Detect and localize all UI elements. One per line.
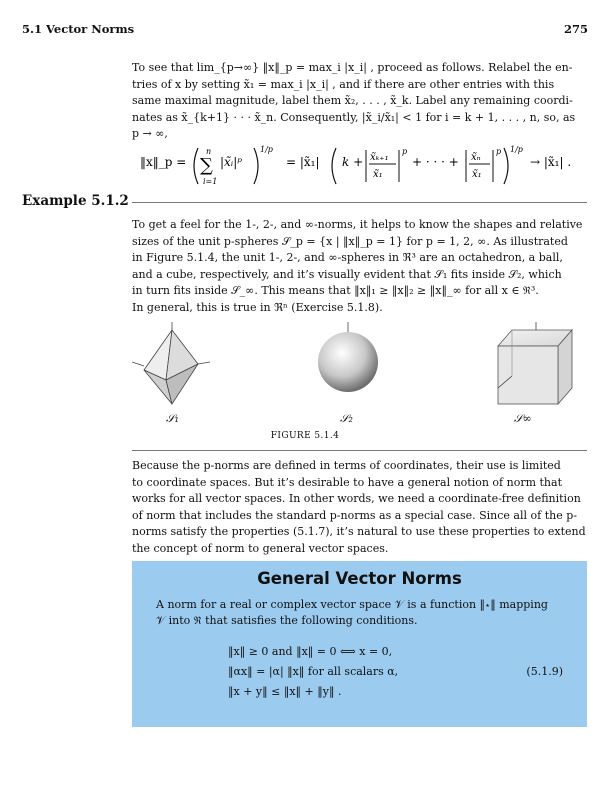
section-title: 5.1 Vector Norms xyxy=(22,22,135,36)
text-line: in Figure 5.1.4, the unit 1-, 2-, and ∞-spheres in ℜ³ are an octahedron, a ball, xyxy=(132,251,563,265)
eq-lhs: ‖x‖_p = xyxy=(140,155,187,169)
svg-text:1/p: 1/p xyxy=(260,145,273,154)
paragraph-general-norm xyxy=(132,458,587,558)
svg-text:p: p xyxy=(496,147,502,156)
svg-text:|x̃ᵢ|ᵖ: |x̃ᵢ|ᵖ xyxy=(220,155,243,169)
cube-shape xyxy=(498,322,572,404)
label-s2: 𝒮₂ xyxy=(340,412,353,425)
label-s1: 𝒮₁ xyxy=(166,412,179,425)
page-header xyxy=(22,22,588,38)
text-line: tries of x by setting x̃₁ = max_i |x_i| , and if there are other entries with this xyxy=(132,77,555,91)
eq-rhs: → |x̃₁| . xyxy=(530,155,572,169)
text-line: same maximal magnitude, label them x̃₂, . . . , x̃_k. Label any remaining coordi- xyxy=(132,94,573,108)
text-line: sizes of the unit p-spheres 𝒮_p = {x | ‖x‖_p = 1} for p = 1, 2, ∞. As illustrated xyxy=(132,234,568,248)
svg-text:+ · · · +: + · · · + xyxy=(412,155,459,169)
text-line: To see that lim_{p→∞} ‖x‖_p = max_i |x_i| , proceed as follows. Relabel the en- xyxy=(132,61,573,74)
text-line: nates as x̃_{k+1} · · · x̃_n. Consequently, |x̃_i/x̃₁| < 1 for i = k + 1, . . . , n, so, as xyxy=(132,110,576,124)
svg-text:p: p xyxy=(402,147,408,156)
text-line: the concept of norm to general vector spaces. xyxy=(132,541,389,555)
equation-graphic xyxy=(140,144,580,192)
box-title: General Vector Norms xyxy=(257,569,462,588)
svg-text:1/p: 1/p xyxy=(510,145,523,154)
paragraph-limit-proof xyxy=(132,60,587,143)
svg-text:x̃ₙ: x̃ₙ xyxy=(471,152,481,163)
text-line: 𝒱 into ℜ that satisfies the following conditions. xyxy=(156,614,418,627)
figure-rule xyxy=(132,450,587,451)
text-line: In general, this is true in ℜⁿ (Exercise 5.1.8). xyxy=(132,300,383,314)
eq-mid: = |x̃₁| xyxy=(286,155,320,169)
paragraph-unit-spheres xyxy=(132,217,587,317)
condition-nonnegative: ‖x‖ ≥ 0 and ‖x‖ = 0 ⟺ x = 0, xyxy=(228,645,393,658)
condition-triangle: ‖x + y‖ ≤ ‖x‖ + ‖y‖ . xyxy=(228,685,342,698)
text-line: norms satisfy the properties (5.1.7), it’s natural to use these properties to extend xyxy=(132,525,586,539)
label-sinf: 𝒮∞ xyxy=(514,412,532,425)
text-line: Because the p-norms are defined in terms of coordinates, their use is limited xyxy=(132,459,561,472)
svg-text:n: n xyxy=(206,147,212,156)
example-rule xyxy=(132,202,587,203)
text-line: works for all vector spaces. In other words, we need a coordinate-free definition xyxy=(132,492,581,506)
example-label: Example 5.1.2 xyxy=(22,193,129,209)
equation-number: (5.1.9) xyxy=(526,665,563,678)
text-line: p → ∞, xyxy=(132,127,168,141)
limit-equation xyxy=(140,144,580,188)
text-line: To get a feel for the 1-, 2-, and ∞-norms, it helps to know the shapes and relative xyxy=(132,218,583,231)
svg-text:x̃₁: x̃₁ xyxy=(472,169,482,180)
text-line: to coordinate spaces. But it’s desirable to have a general notion of norm that xyxy=(132,475,562,489)
condition-homogeneity: ‖αx‖ = |α| ‖x‖ for all scalars α, xyxy=(228,665,399,678)
svg-text:x̃ₖ₊₁: x̃ₖ₊₁ xyxy=(370,152,389,163)
text-line: A norm for a real or complex vector space 𝒱 is a function ‖⋆‖ mapping xyxy=(156,598,548,611)
page-number: 275 xyxy=(563,22,588,36)
definition-box xyxy=(132,561,587,727)
text-line: of norm that includes the standard p-norms as a special case. Since all of the p- xyxy=(132,508,577,522)
box-text xyxy=(156,597,561,629)
text-line: in turn fits inside 𝒮_∞. This means that ‖x‖₁ ≥ ‖x‖₂ ≥ ‖x‖_∞ for all x ∈ ℜ³. xyxy=(132,284,539,298)
svg-text:x̃₁: x̃₁ xyxy=(373,169,383,180)
svg-text:k +: k + xyxy=(342,155,364,169)
svg-text:i=1: i=1 xyxy=(203,177,218,186)
text-line: and a cube, respectively, and it’s visually evident that 𝒮₁ fits inside 𝒮₂, which xyxy=(132,267,562,281)
octahedron-shape xyxy=(132,322,210,404)
svg-text:∑: ∑ xyxy=(200,155,213,176)
figure-graphic xyxy=(132,322,587,412)
ball-shape xyxy=(318,322,378,392)
figure-caption: FIGURE 5.1.4 xyxy=(270,431,340,441)
